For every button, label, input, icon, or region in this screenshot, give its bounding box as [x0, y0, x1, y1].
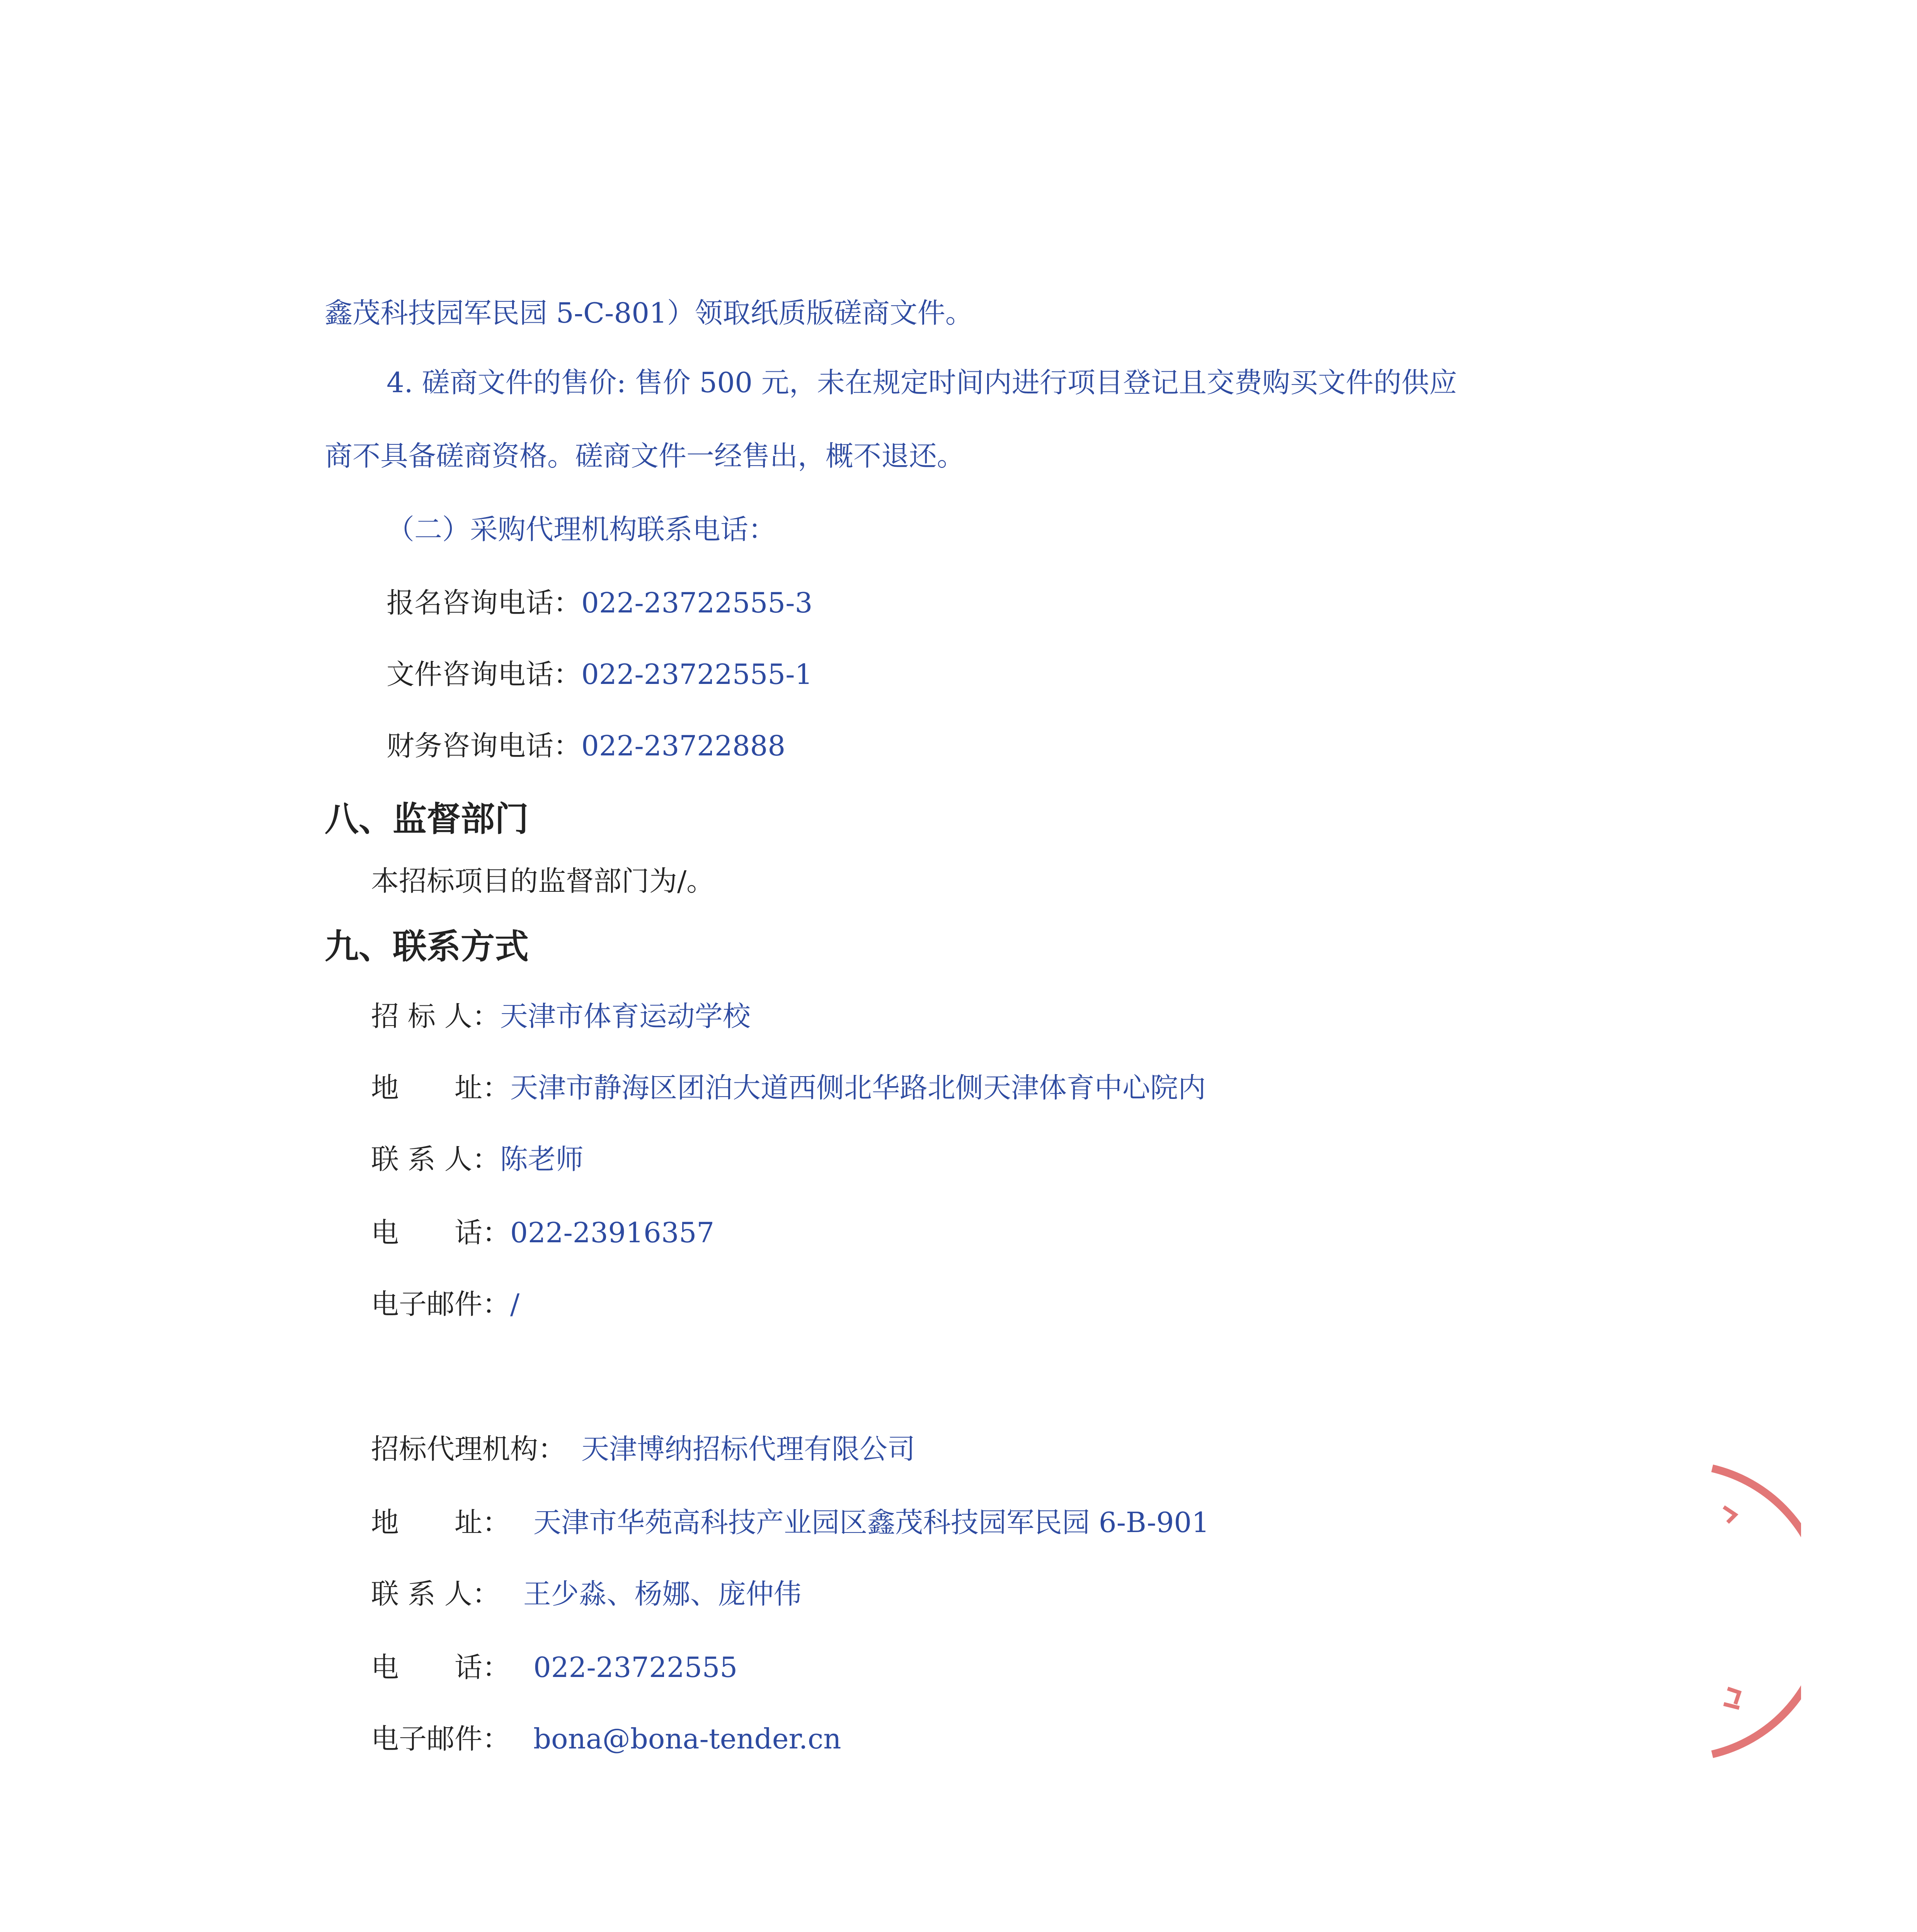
- partial-seal-stamp-edge: [1708, 1461, 1801, 1762]
- agency-phone-label: 电 话：: [371, 1651, 511, 1684]
- tenderer-name-value: 天津市体育运动学校: [500, 1000, 751, 1032]
- agency-address-row: [371, 1503, 1209, 1542]
- phone-row-registration: [386, 583, 812, 622]
- phone-row-finance: [386, 726, 785, 765]
- phone-value: 022-23722888: [581, 730, 786, 762]
- tenderer-phone-row: [371, 1213, 714, 1252]
- tenderer-address-row: [371, 1068, 1206, 1107]
- phone-label: 财务咨询电话：: [386, 730, 582, 762]
- agency-phone-value: 022-23722555: [533, 1651, 738, 1684]
- tenderer-name-row: [371, 997, 751, 1036]
- phone-value: 022-23722555-1: [581, 658, 813, 690]
- phone-value: 022-23722555-3: [581, 587, 813, 619]
- tenderer-phone-label: 电 话：: [371, 1216, 511, 1249]
- agency-address-label: 地 址：: [371, 1506, 511, 1539]
- tenderer-email-value: /: [510, 1288, 520, 1320]
- agency-email-value: bona@bona-tender.cn: [533, 1723, 841, 1755]
- agency-email-label: 电子邮件：: [371, 1723, 511, 1755]
- agency-contact-row: [371, 1575, 802, 1613]
- agency-contact-label: 联 系 人：: [371, 1578, 500, 1610]
- tenderer-address-value: 天津市静海区团泊大道西侧北华路北侧天津体育中心院内: [510, 1071, 1206, 1104]
- tenderer-contact-value: 陈老师: [500, 1143, 584, 1175]
- phone-row-documents: [386, 655, 812, 694]
- section-9-title: 九、联系方式: [325, 927, 529, 966]
- sale-price-line-1: 4. 磋商文件的售价: 售价 500 元，未在规定时间内进行项目登记且交费购买文件的供应: [386, 366, 1457, 399]
- section-8-title: 八、监督部门: [325, 799, 529, 839]
- agency-address-value: 天津市华苑高科技产业园区鑫茂科技园军民园 6-B-901: [533, 1506, 1210, 1539]
- agency-name-value: 天津博纳招标代理有限公司: [581, 1433, 916, 1465]
- tenderer-address-label: 地 址：: [371, 1071, 511, 1104]
- tenderer-phone-value: 022-23916357: [510, 1216, 715, 1249]
- agency-phones-heading: （二）采购代理机构联系电话：: [386, 513, 776, 546]
- agency-contact-value: 王少淼、杨娜、庞仲伟: [523, 1578, 802, 1610]
- section-8-text: 本招标项目的监督部门为/。: [371, 865, 715, 897]
- tenderer-email-label: 电子邮件：: [371, 1288, 511, 1320]
- tenderer-name-label: 招 标 人：: [371, 1000, 500, 1032]
- sale-price-line-2: 商不具备磋商资格。磋商文件一经售出，概不退还。: [325, 440, 965, 472]
- agency-phone-row: [371, 1648, 737, 1687]
- phone-label: 报名咨询电话：: [386, 587, 582, 619]
- tenderer-contact-row: [371, 1140, 584, 1179]
- tenderer-email-row: [371, 1285, 519, 1323]
- agency-name-label: 招标代理机构：: [371, 1433, 566, 1465]
- agency-email-row: [371, 1719, 841, 1758]
- agency-name-row: [371, 1430, 915, 1468]
- continuation-text: 鑫茂科技园军民园 5-C-801）领取纸质版磋商文件。: [325, 297, 973, 329]
- phone-label: 文件咨询电话：: [386, 658, 582, 690]
- tenderer-contact-label: 联 系 人：: [371, 1143, 500, 1175]
